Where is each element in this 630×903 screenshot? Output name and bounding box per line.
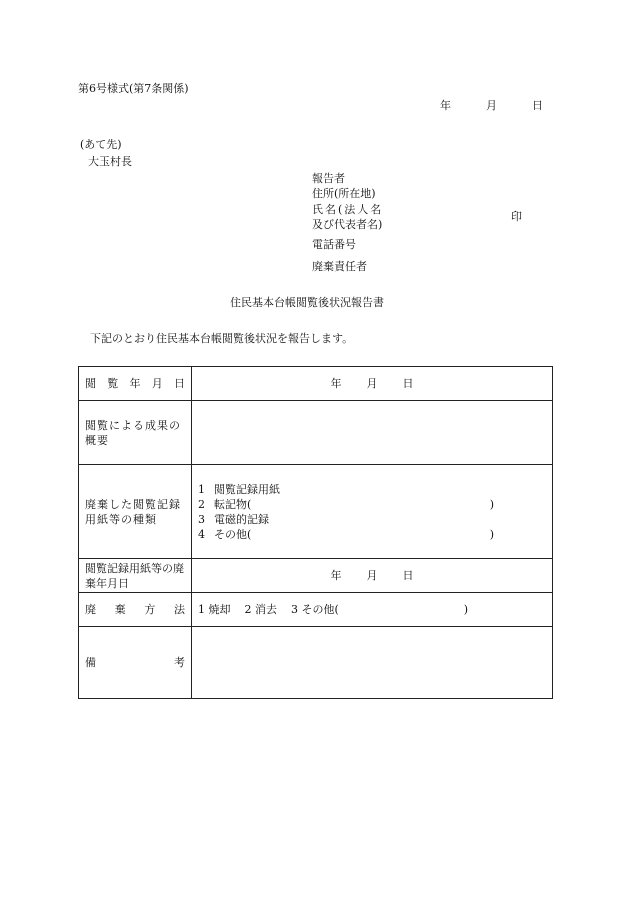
addressee-name: 大玉村長 <box>88 155 132 168</box>
value-disposed-types <box>192 465 553 559</box>
row-disposal-method <box>79 593 553 627</box>
label-char: 備 <box>85 656 96 669</box>
row-disposed-types <box>79 465 553 559</box>
option-text: 電磁的記録 <box>214 512 269 526</box>
result-summary-label: 閲覧による成果の概要 <box>85 418 181 447</box>
disposal-day: 日 <box>402 569 414 582</box>
option-text: 転記物( <box>214 497 252 511</box>
label-char: 考 <box>174 656 185 669</box>
label-remarks <box>79 627 192 699</box>
disposal-date-label: 閲覧記録用紙等の廃棄年月日 <box>85 561 184 590</box>
label-char: 方 <box>144 603 156 616</box>
seal-mark: 印 <box>511 210 522 223</box>
reporter-phone: 電話番号 <box>312 238 356 251</box>
reporter-name-line2: 及び代表者名) <box>312 218 383 231</box>
type-option-3[interactable] <box>198 512 546 527</box>
reporter-title: 報告者 <box>312 172 345 185</box>
type-option-1[interactable] <box>198 482 546 497</box>
option-text: その他( <box>214 527 252 541</box>
date-day: 日 <box>532 99 543 112</box>
row-remarks <box>79 627 553 699</box>
option-number: 2 <box>198 497 205 511</box>
label-char: 廃 <box>85 603 96 616</box>
row-result-summary <box>79 401 553 465</box>
label-char: 月 <box>151 377 163 390</box>
method-option-3[interactable]: 3 その他( <box>291 603 339 616</box>
option-number: 1 <box>198 482 205 496</box>
value-disposal-method <box>192 593 553 627</box>
disposal-method-label-chars <box>85 602 185 617</box>
label-result-summary <box>79 401 192 465</box>
viewing-year: 年 <box>330 377 342 390</box>
date-month: 月 <box>486 99 497 112</box>
label-viewing-date <box>79 367 192 401</box>
remarks-label-chars <box>85 655 185 670</box>
viewing-day: 日 <box>402 377 414 390</box>
value-remarks[interactable] <box>192 627 553 699</box>
method-close-paren: ) <box>463 603 468 616</box>
reporter-disposal-officer: 廃棄責任者 <box>312 260 367 273</box>
label-disposed-types <box>79 465 192 559</box>
option-text: 閲覧記録用紙 <box>214 482 280 496</box>
label-char: 閲 <box>85 377 96 390</box>
label-char: 年 <box>129 377 141 390</box>
option-close-paren: ) <box>489 497 494 511</box>
label-disposal-date <box>79 559 192 593</box>
report-table <box>78 366 553 699</box>
method-option-2[interactable]: 2 消去 <box>244 603 277 616</box>
addressee-label: (あて先) <box>80 138 122 151</box>
viewing-date-label-chars <box>85 376 185 391</box>
row-viewing-date <box>79 367 553 401</box>
viewing-month: 月 <box>366 377 378 390</box>
disposed-types-label: 廃棄した閲覧記録用紙等の種類 <box>85 497 181 526</box>
option-number: 3 <box>198 512 205 526</box>
label-char: 覧 <box>107 377 119 390</box>
row-disposal-date <box>79 559 553 593</box>
label-disposal-method <box>79 593 192 627</box>
label-char: 棄 <box>114 603 126 616</box>
form-number: 第6号様式(第7条関係) <box>78 82 189 95</box>
method-option-1[interactable]: 1 焼却 <box>198 603 231 616</box>
disposal-year: 年 <box>330 569 342 582</box>
option-close-paren: ) <box>489 527 494 541</box>
label-char: 法 <box>173 603 185 616</box>
document-title: 住民基本台帳閲覧後状況報告書 <box>230 296 384 309</box>
type-option-4[interactable] <box>198 527 546 542</box>
reporter-name-line1: 氏名(法人名 <box>312 203 384 216</box>
value-viewing-date[interactable] <box>192 367 553 401</box>
reporter-address: 住所(所在地) <box>312 187 376 200</box>
date-year: 年 <box>440 99 451 112</box>
value-disposal-date[interactable] <box>192 559 553 593</box>
option-number: 4 <box>198 527 205 541</box>
header-date <box>440 99 543 113</box>
label-char: 日 <box>174 377 185 390</box>
value-result-summary[interactable] <box>192 401 553 465</box>
disposal-month: 月 <box>366 569 378 582</box>
type-option-2[interactable] <box>198 497 546 512</box>
intro-text: 下記のとおり住民基本台帳閲覧後状況を報告します。 <box>90 332 354 345</box>
